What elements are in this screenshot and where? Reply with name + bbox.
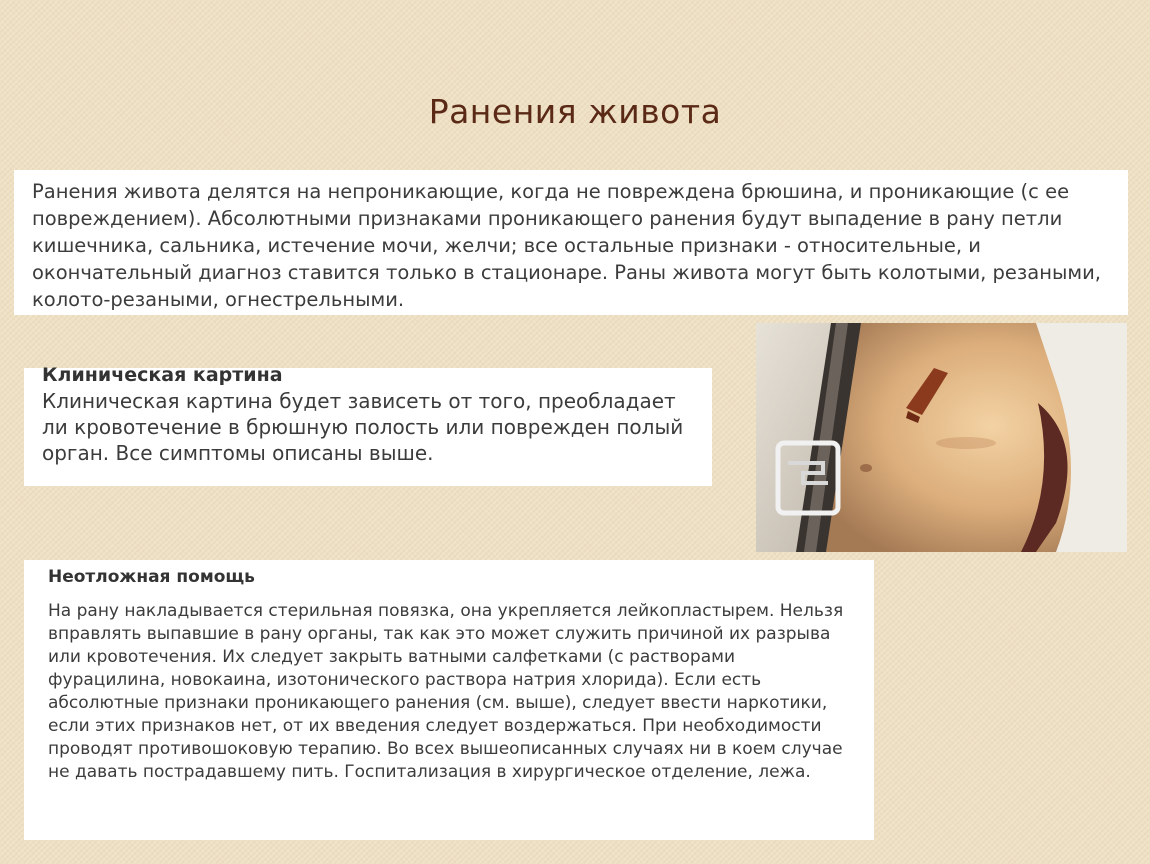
clinical-box — [24, 364, 712, 486]
wound-photo — [756, 323, 1127, 552]
intro-box — [14, 170, 1128, 315]
emergency-box — [24, 560, 874, 840]
wound-photo-illustration — [756, 323, 1127, 552]
emergency-heading: Неотложная помощь — [48, 567, 255, 587]
emergency-text: На рану накладывается стерильная повязка, она укрепляется лейкопластырем. Нельзя вправлять выпавшие в рану органы, так как это может служить причиной их разрыва или кровотечения. Их следует закрыть ватными салфетками (с растворами фурацилина, новокаина, изотонического раствора натрия хлорида). Если есть абсолютные признаки проникающего ранения (см. выше), следует ввести наркотики, если этих признаков нет, от их введения следует воздержаться. При необходимости проводят противошоковую терапию. Во всех вышеописанных случаях ни в коем случае не давать пострадавшему пить. Госпитализация в хирургическое отделение, лежа. — [48, 601, 844, 782]
intro-text: Ранения живота делятся на непроникающие, когда не повреждена брюшина, и проникающие (с ее повреждением). Абсолютными признаками проникающего ранения будут выпадение в рану петли кишечника, сальника, истечение мочи, желчи; все остальные признаки - относительные, и окончательный диагноз ставится только в стационаре. Раны живота могут быть колотыми, резаными, колото-резаными, огнестрельными. — [32, 180, 1101, 311]
slide-title: Ранения живота — [428, 92, 722, 131]
clinical-heading: Клиническая картина — [42, 364, 283, 386]
clinical-text: Клиническая картина будет зависеть от того, преобладает ли кровотечение в брюшную полость или поврежден полый орган. Все симптомы описаны выше. — [42, 389, 684, 465]
